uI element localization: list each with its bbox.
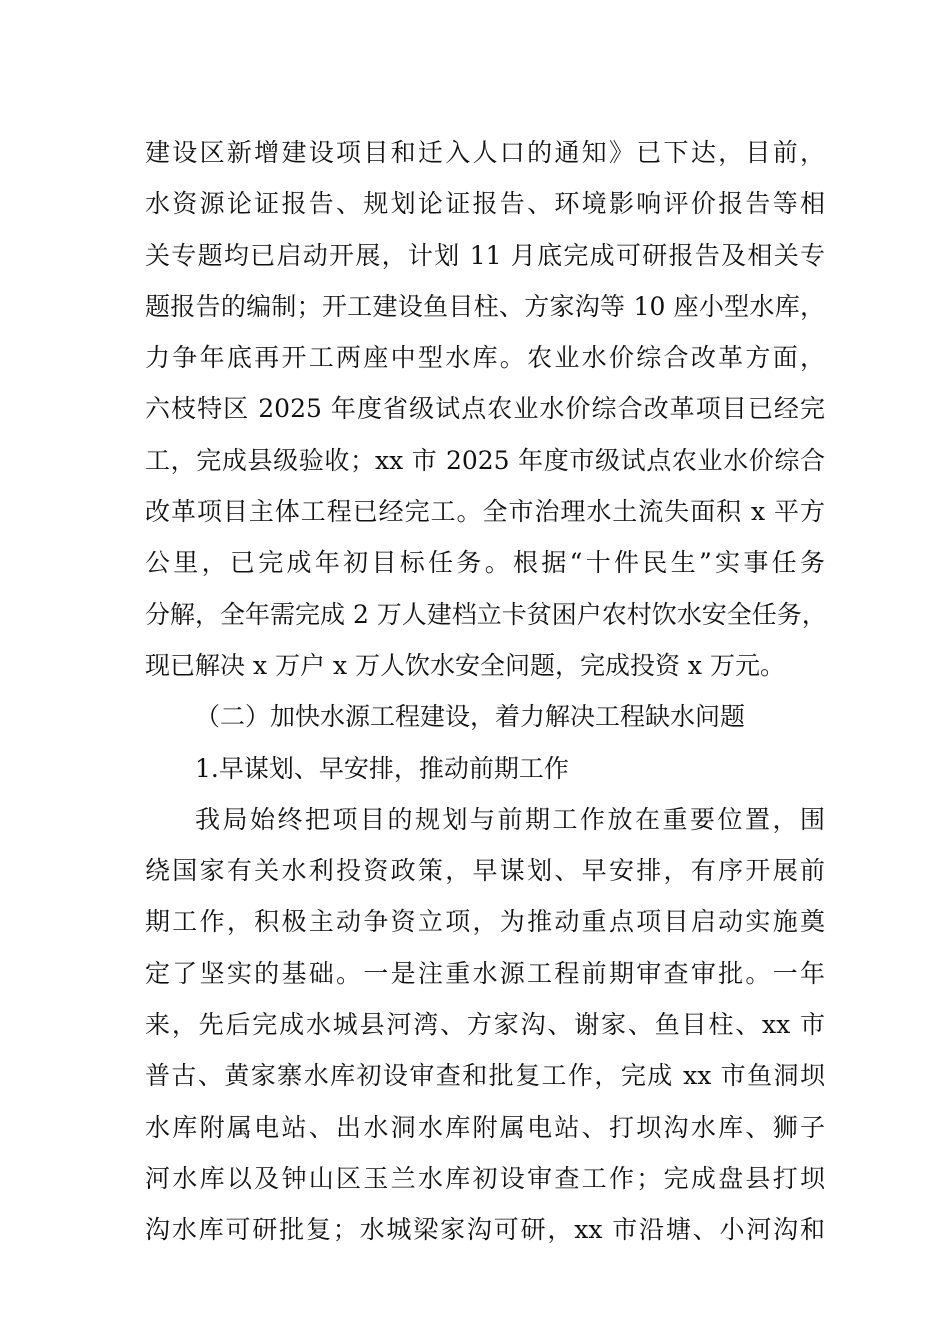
text-line-22: 沟水库可研批复；水城梁家沟可研，xx 市沿塘、小河沟和 <box>145 1215 825 1245</box>
text-line-6: 六枝特区 2025 年度省级试点农业水价综合改革项目已经完 <box>145 394 825 424</box>
document-body <box>145 127 825 1256</box>
text-line-20: 水库附属电站、出水洞水库附属电站、打坝沟水库、狮子 <box>145 1112 825 1142</box>
text-line-10: 分解，全年需完成 2 万人建档立卡贫困户农村饮水安全任务， <box>145 599 827 629</box>
text-line-3: 关专题均已启动开展，计划 11 月底完成可研报告及相关专 <box>145 240 825 270</box>
text-line-7: 工，完成县级验收；xx 市 2025 年度市级试点农业水价综合 <box>145 445 825 475</box>
text-line-15: 绕国家有关水利投资政策，早谋划、早安排，有序开展前 <box>145 856 825 886</box>
text-line-16: 期工作，积极主动争资立项，为推动重点项目启动实施奠 <box>145 907 825 937</box>
text-line-17: 定了坚实的基础。一是注重水源工程前期审查审批。一年 <box>145 958 825 988</box>
text-line-11: 现已解决 x 万户 x 万人饮水安全问题，完成投资 x 万元。 <box>145 650 785 680</box>
text-line-21: 河水库以及钟山区玉兰水库初设审查工作；完成盘县打坝 <box>145 1163 825 1193</box>
text-line-18: 来，先后完成水城县河湾、方家沟、谢家、鱼目柱、xx 市 <box>145 1010 825 1040</box>
text-line-14: 我局始终把项目的规划与前期工作放在重要位置，围 <box>195 804 825 834</box>
text-line-4: 题报告的编制；开工建设鱼目柱、方家沟等 10 座小型水库， <box>145 291 825 321</box>
section-heading: （二）加快水源工程建设，着力解决工程缺水问题 <box>195 702 746 732</box>
text-line-1: 建设区新增建设项目和迁入人口的通知》已下达，目前， <box>145 138 825 167</box>
text-line-9: 公里，已完成年初目标任务。根据“十件民生”实事任务 <box>145 548 825 578</box>
text-line-5: 力争年底再开工两座中型水库。农业水价综合改革方面， <box>145 343 825 373</box>
text-line-2: 水资源论证报告、规划论证报告、环境影响评价报告等相 <box>145 189 825 219</box>
subsection-heading: 1.早谋划、早安排，推动前期工作 <box>195 753 569 783</box>
text-line-19: 普古、黄家寨水库初设审查和批复工作，完成 xx 市鱼洞坝 <box>145 1061 825 1091</box>
text-line-8: 改革项目主体工程已经完工。全市治理水土流失面积 x 平方 <box>145 497 825 527</box>
